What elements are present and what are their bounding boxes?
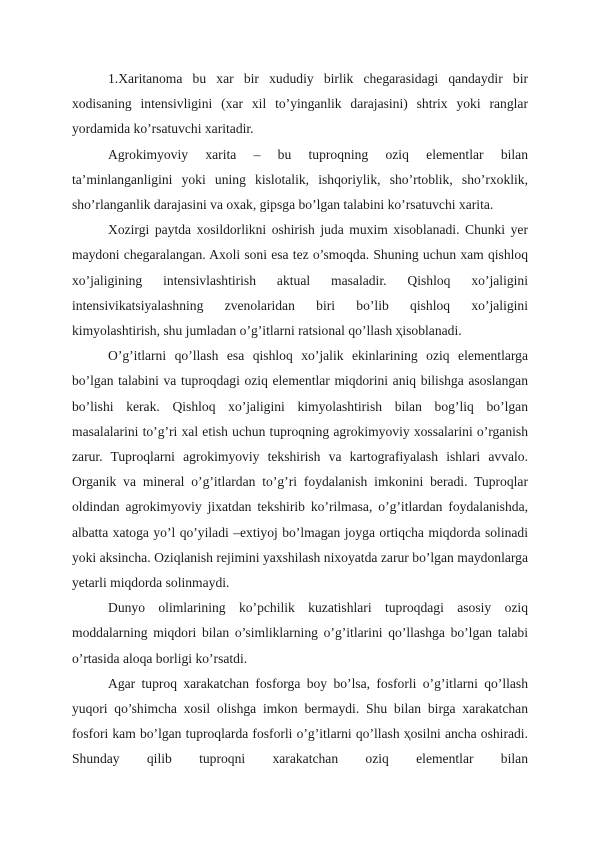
paragraph-1: 1.Xaritanoma bu xar bir xududiy birlik chegarasidagi qandaydir bir xodisaning intensivligini (xar xil to’yinganlik darajasini) shtrix yoki ranglar yordamida ko’rsatuvchi xaritadir. (72, 71, 528, 137)
paragraph-6: Agar tuproq xarakatchan fosforga boy bo’lsa, fosforli o’g’itlarni qo’llash yuqori qo’shimcha xosil olishga imkon bermaydi. Shu bilan birga xarakatchan fosfori kam bo’lgan tuproqlarda fosforli o’g’itlarni qo’llash ҳosilni ancha oshiradi. Shunday qilib tuproqni xarakatchan oziq elementlar bilan (72, 675, 528, 767)
paragraph-3: Xozirgi paytda xosildorlikni oshirish juda muxim xisoblanadi. Chunki yer maydoni chegaralangan. Axoli soni esa tez o’smoqda. Shuning uchun xam qishloq xo’jaligining intensivlashtirish aktual masaladir. Qishloq xo’jaligini intensivikatsiyalashning zvenolaridan biri bo’lib qishloq xo’jaligini kimyolashtirish, shu jumladan o’g’itlarni ratsional qo’llash ҳisoblanadi. (72, 222, 528, 339)
document-page (72, 66, 528, 772)
paragraph-5: Dunyo olimlarining ko’pchilik kuzatishlari tuproqdagi asosiy oziq moddalarning miqdori bilan o’simliklarning o’g’itlarini qo’llashga bo’lgan talabi o’rtasida aloqa borligi ko’rsatdi. (72, 600, 528, 666)
paragraph-4: O’g’itlarni qo’llash esa qishloq xo’jalik ekinlarining oziq elementlarga bo’lgan talabini va tuproqdagi oziq elementlar miqdorini aniq bilishga asoslangan bo’lishi kerak. Qishloq xo’jaligini kimyolashtirish bilan bog’liq bo’lgan masalalarini to’g’ri xal etish uchun tuproqning agrokimyoviy xossalarini o’rganish zarur. Tuproqlarni agrokimyoviy tekshirish va kartografiyalash ishlari avvalo. Organik va mineral o’g’itlardan to’g’ri foydalanish imkonini beradi. Tuproqlar oldindan agrokimyoviy jixatdan tekshirib ko’rilmasa, o’g’itlardan foydalanishda, albatta xatoga yo’l qo’yiladi –extiyoj bo’lmagan joyga ortiqcha miqdorda solinadi yoki aksincha. Oziqlanish rejimini yaxshilash nixoyatda zarur bo’lgan maydonlarga yetarli miqdorda solinmaydi. (72, 348, 528, 591)
paragraph-2: Agrokimyoviy xarita – bu tuproqning oziq elementlar bilan ta’minlanganligini yoki uning kislotalik, ishqoriylik, sho’rtoblik, sho’rxoklik, sho’rlanganlik darajasini va oxak, gipsga bo’lgan talabini ko’rsatuvchi xarita. (72, 146, 528, 213)
